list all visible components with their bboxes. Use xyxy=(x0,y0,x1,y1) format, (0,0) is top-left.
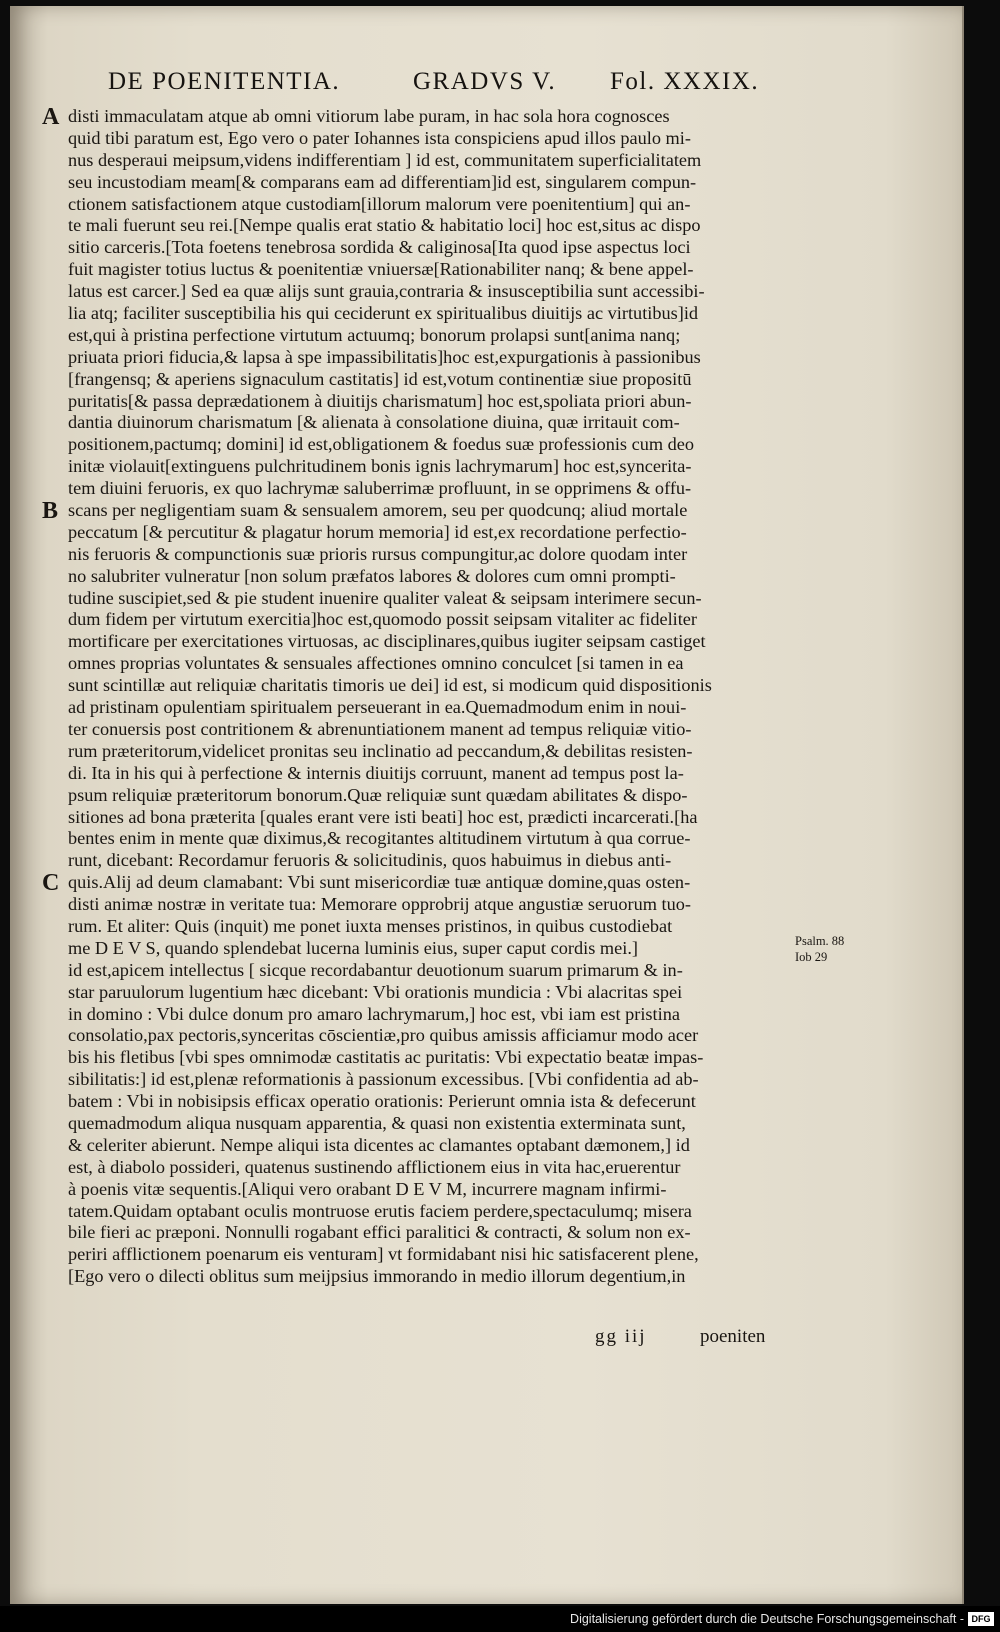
text-line: sitio carceris.[Tota foetens tenebrosa sordida & caliginosa[Ita quod ipse aspectus loci xyxy=(68,237,691,258)
side-note-iob: Iob 29 xyxy=(795,950,828,964)
text-line: scans per negligentiam suam & sensualem amorem, seu per quodcunq; aliud mortale B xyxy=(42,498,688,525)
text-line: tatem.Quidam optabant oculis montruose erutis faciem perdere,spectaculumq; misera xyxy=(68,1200,692,1221)
text-line: me D E V S, quando splendebat lucerna luminis eius, super caput cordis mei.] xyxy=(68,937,638,958)
text-line: psum reliquiæ præteritorum bonorum.Quæ reliquiæ sunt quædam abilitates & dispo- xyxy=(68,784,688,805)
text-line: ad pristinam opulentiam spiritualem perseuerant in ea.Quemadmodum enim in noui- xyxy=(68,697,687,718)
text-line: lia atq; faciliter susceptibilia his qui ceciderunt ex spiritualibus diuitijs ac virtutibus]id xyxy=(68,303,699,324)
body-text xyxy=(42,104,772,1288)
text-line: est, à diabolo possideri, quatenus sustinendo afflictionem eius in vita hac,eruerentur xyxy=(68,1156,681,1177)
margin-section-letter: C xyxy=(42,870,60,897)
text-line: puritatis[& passa deprædationem à diuitijs charismatum] hoc est,spoliata priori abun- xyxy=(68,390,692,411)
margin-section-letter: A xyxy=(42,104,60,130)
margin-section-letter: B xyxy=(42,498,59,525)
text-line: sunt scintillæ aut reliquiæ charitatis timoris ue dei] id est, si modicum quid dispositionis xyxy=(68,675,712,696)
text-line: ter conuersis post contritionem & abrenuntiationem manent ad tempus reliquiæ vitio- xyxy=(68,718,692,739)
text-line: priuata priori fiducia,& lapsa à spe impassibilitatis]hoc est,expurgationis à passionibus xyxy=(68,346,701,367)
text-line: omnes proprias voluntates & sensuales affectiones omnino conculcet [si tamen in ea xyxy=(68,653,684,674)
text-line: quid tibi paratum est, Ego vero o pater Iohannes ista conspiciens apud illos paulo mi- xyxy=(68,127,691,148)
footer-credit: Digitalisierung gefördert durch die Deutsche Forschungsgemeinschaft - xyxy=(570,1612,964,1626)
text-line: mortificare per exercitationes virtuosas, ac disciplinares,quibus iugiter seipsam castiget xyxy=(68,631,706,652)
side-note-psalm: Psalm. 88 xyxy=(795,934,845,948)
text-line: [frangensq; & aperiens signaculum castitatis] id est,votum continentiæ siue propositū xyxy=(68,368,692,389)
text-line: id est,apicem intellectus [ sicque recordabantur deuotionum suarum primarum & in- xyxy=(68,959,683,980)
text-line: latus est carcer.] Sed ea quæ alijs sunt grauia,contraria & insusceptibilia sunt accessibi- xyxy=(68,281,705,302)
text-line: tudine suscipiet,sed & pie student inuenire qualiter valeat & seipsam interimere secun- xyxy=(68,587,702,608)
text-line: [Ego vero o dilecti oblitus sum meijpsius immorando in medio illorum degentium,in xyxy=(68,1266,686,1287)
signature-mark: gg iij xyxy=(595,1326,647,1347)
text-line: ctionem satisfactionem atque custodiam[illorum malorum vere poenitentium] qui an- xyxy=(68,193,691,214)
text-line: sitiones ad bona præterita [quales erant vere isti beati] hoc est, prædicti incarcerati.[ha xyxy=(68,806,698,827)
text-line: runt, dicebant: Recordamur feruoris & solicitudinis, quos habuimus in diebus anti- xyxy=(68,850,672,871)
running-head-section: GRADVS V. xyxy=(413,68,557,95)
text-line: & celeriter abierunt. Nempe aliqui ista dicentes ac clamantes optabant dæmonem,] id xyxy=(68,1134,690,1155)
text-line: quemadmodum aliqua nusquam apparentia, & quasi non existentia exterminata sunt, xyxy=(68,1112,686,1133)
text-line: dantia diuinorum charismatum [& alienata à consolatione diuina, quæ irritauit com- xyxy=(68,412,680,433)
folio-number: Fol. XXXIX. xyxy=(610,68,760,95)
text-line: disti animæ nostræ in veritate tua: Memorare opprobrij atque angustiæ seruorum tuo- xyxy=(68,894,691,915)
text-line: à poenis vitæ sequentis.[Aliqui vero orabant D E V M, incurrere magnam infirmi- xyxy=(68,1178,667,1199)
text-line: sibilitatis:] id est,plenæ reformationis à passionum excessibus. [Vbi confidentia ad ab- xyxy=(68,1069,699,1090)
text-line: nus desperaui meipsum,videns indifferentiam ] id est, communitatem superficialitatem xyxy=(68,149,702,170)
text-line: batem : Vbi in nobisipsis efficax operatio orationis: Perierunt omnia ista & defecerunt xyxy=(68,1091,696,1112)
text-line: periri afflictionem poenarum eis venturam] vt formidabant nisi hic satisfacerent plene, xyxy=(68,1244,699,1265)
text-line: positionem,pactumq; domini] id est,obligationem & foedus suæ professionis cum deo xyxy=(68,434,695,455)
text-line: rum præteritorum,videlicet pronitas seu inclinatio ad peccandum,& debilitas resisten- xyxy=(68,740,693,761)
text-line: initæ violauit[extinguens pulchritudinem bonis ignis lachrymarum] hoc est,synceritа- xyxy=(68,456,692,477)
text-line: fuit magister totius luctus & poenitentiæ vniuersæ[Rationabiliter nanq; & bene appel- xyxy=(68,259,694,280)
text-line: seu incustodiam meam[& comparans eam ad differentiam]id est, singularem compun- xyxy=(68,171,697,192)
text-line: star paruulorum lugentium hæc dicebant: Vbi orationis mundicia : Vbi alacritas spei xyxy=(68,981,683,1002)
text-line: in domino : Vbi dulce donum pro amaro lachrymarum,] hoc est, vbi iam est pristina xyxy=(68,1003,680,1024)
text-line: rum. Et aliter: Quis (inquit) me ponet iuxta menses pristinos, in quibus custodiebat xyxy=(68,915,673,936)
dfg-logo-icon: DFG xyxy=(968,1612,994,1626)
footer-bar xyxy=(0,1606,1000,1632)
text-line: te mali fuerunt seu rei.[Nempe qualis erat statio & habitatio loci] hoc est,situs ac dispo xyxy=(68,215,701,236)
book-page xyxy=(10,6,964,1604)
text-line: quis.Alij ad deum clamabant: Vbi sunt misericordiæ tuæ antiquæ domine,quas osten- C xyxy=(42,870,691,897)
text-line: nis feruoris & compunctionis suæ prioris rursus compungitur,ac dolore quodam inter xyxy=(68,543,688,564)
text-line: dum fidem per virtutum exercitia]hoc est,quomodo possit seipsam vitaliter ac fideliter xyxy=(68,609,698,630)
text-line: bentes enim in mente quæ diximus,& recogitantes altitudinem virtutum à qua corrue- xyxy=(68,828,691,849)
running-head xyxy=(108,68,758,102)
text-line: consolatio,pax pectoris,synceritas cōscientiæ,pro quibus amissis afficiamur modo acer xyxy=(68,1025,699,1046)
text-line: bis his fletibus [vbi spes omnimodæ castitatis ac puritatis: Vbi expectatio beatæ impas- xyxy=(68,1047,704,1068)
catchword: poeniten xyxy=(700,1326,766,1347)
text-line: bile fieri ac præponi. Nonnulli rogabant effici paralitici & contracti, & solum non ex- xyxy=(68,1222,691,1243)
text-line: est,qui à pristina perfectione virtutum actuumq; bonorum prolapsi sunt[anima nanq; xyxy=(68,324,681,345)
text-line: tem diuini feruoris, ex quo lachrymæ saluberrimæ profluunt, in se opprimens & offu- xyxy=(68,478,692,499)
text-line: disti immaculatam atque ab omni vitiorum labe puram, in hac sola hora cognosces A xyxy=(42,104,670,130)
running-head-title: DE POENITENTIA. xyxy=(108,68,341,95)
text-line: peccatum [& percutitur & plagatur horum memoria] id est,ex recordatione perfectio- xyxy=(68,521,687,542)
text-line: no salubriter vulneratur [non solum præfatos labores & dolores cum omni prompti- xyxy=(68,565,676,586)
text-line: di. Ita in his qui à perfectione & internis diuitijs corruunt, manent ad tempus post la- xyxy=(68,762,684,783)
